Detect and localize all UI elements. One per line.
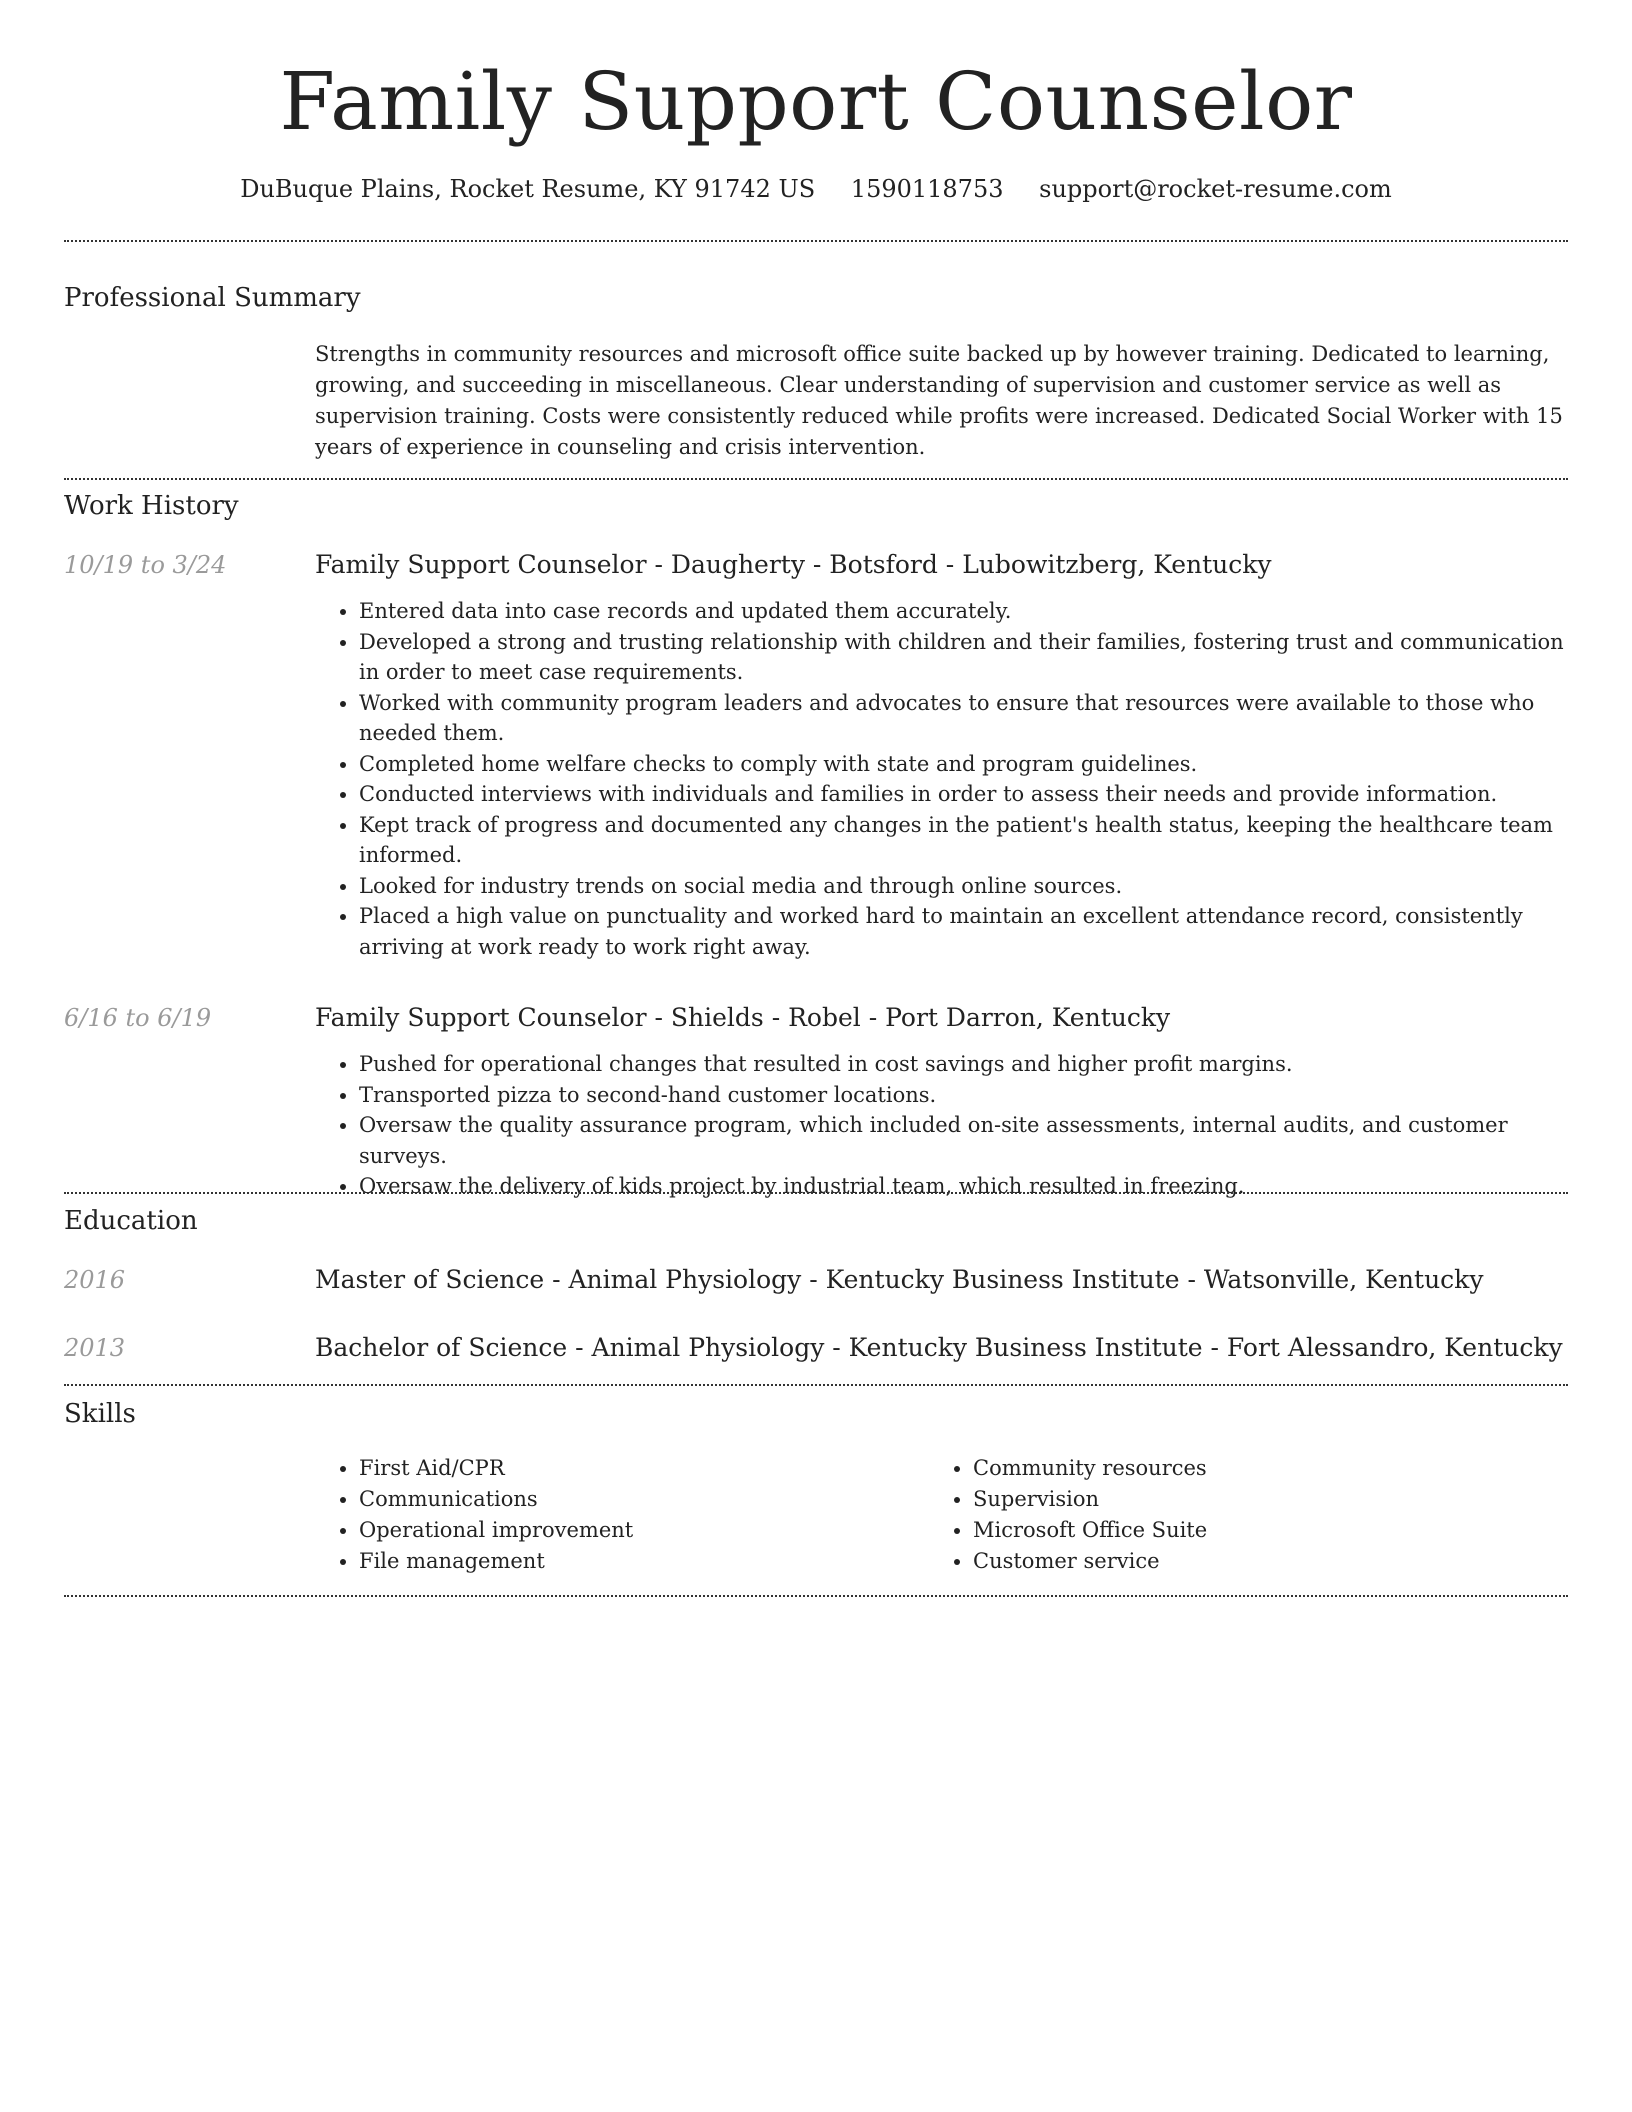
list-item: • Operational improvement xyxy=(359,1515,915,1546)
list-item: • Supervision xyxy=(973,1484,1529,1515)
education-entry xyxy=(315,1331,1568,1365)
education-degree: Bachelor of Science - Animal Physiology - Kentucky Business Institute - Fort Alessandro, Kentucky xyxy=(315,1333,1563,1362)
skills-section-title: Skills xyxy=(64,1399,136,1429)
summary-body xyxy=(315,339,1568,463)
list-item: • File management xyxy=(359,1546,915,1577)
list-item: • Communications xyxy=(359,1484,915,1515)
candidate-name: Family Support Counselor xyxy=(279,55,1353,148)
list-item: • Customer service xyxy=(973,1546,1529,1577)
skills-list xyxy=(315,1453,1568,1583)
summary-section-title: Professional Summary xyxy=(64,283,361,313)
list-item: • Entered data into case records and updated them accurately. xyxy=(359,596,1568,627)
list-item: • First Aid/CPR xyxy=(359,1453,915,1484)
contact-email: support@rocket-resume.com xyxy=(1039,175,1392,203)
education-year: 2013 xyxy=(64,1334,126,1362)
list-item: • Kept track of progress and documented any changes in the patient's health status, keeping the healthcare team informed. xyxy=(359,810,1568,871)
contact-address: DuBuque Plains, Rocket Resume, KY 91742 US xyxy=(240,175,816,203)
contact-line xyxy=(64,172,1568,206)
list-item: • Transported pizza to second-hand customer locations. xyxy=(359,1080,1568,1111)
list-item: • Oversaw the delivery of kids project by industrial team, which resulted in freezing. xyxy=(359,1171,1568,1202)
list-item: • Conducted interviews with individuals and families in order to assess their needs and provide information. xyxy=(359,779,1568,810)
skills-column-right xyxy=(929,1453,1529,1577)
job-heading: Family Support Counselor - Daugherty - Botsford - Lubowitzberg, Kentucky xyxy=(315,550,1272,579)
divider xyxy=(64,1192,1568,1194)
list-item: • Pushed for operational changes that resulted in cost savings and higher profit margins. xyxy=(359,1049,1568,1080)
contact-phone: 1590118753 xyxy=(850,175,1004,203)
list-item: • Completed home welfare checks to comply with state and program guidelines. xyxy=(359,749,1568,780)
work-section-title: Work History xyxy=(64,491,239,521)
divider xyxy=(64,1595,1568,1597)
job-entry xyxy=(315,1001,1568,1202)
list-item: • Oversaw the quality assurance program, which included on-site assessments, internal audits, and customer surveys. xyxy=(359,1110,1568,1171)
list-item: • Developed a strong and trusting relationship with children and their families, fostering trust and communication in order to meet case requirements. xyxy=(359,627,1568,688)
divider xyxy=(64,240,1568,242)
divider xyxy=(64,478,1568,480)
job-dates: 10/19 to 3/24 xyxy=(64,551,227,579)
job-dates: 6/16 to 6/19 xyxy=(64,1004,212,1032)
education-degree: Master of Science - Animal Physiology - Kentucky Business Institute - Watsonville, Kentucky xyxy=(315,1265,1484,1294)
divider xyxy=(64,1384,1568,1386)
job-entry xyxy=(315,548,1568,962)
list-item: • Looked for industry trends on social media and through online sources. xyxy=(359,871,1568,902)
education-year: 2016 xyxy=(64,1266,126,1294)
job-bullets xyxy=(315,1049,1568,1202)
job-bullets xyxy=(315,596,1568,962)
job-heading: Family Support Counselor - Shields - Robel - Port Darron, Kentucky xyxy=(315,1003,1171,1032)
education-section-title: Education xyxy=(64,1206,198,1236)
summary-text: Strengths in community resources and microsoft office suite backed up by however training. Dedicated to learning, growing, and succeeding in miscellaneous. Clear understanding of supervision and customer service as well as supervision training. Costs were consistently reduced while profits were increased. Dedicated Social Worker with 15 years of experience in counseling and crisis intervention. xyxy=(315,342,1563,459)
list-item: • Microsoft Office Suite xyxy=(973,1515,1529,1546)
education-entry xyxy=(315,1263,1568,1297)
skills-column-left xyxy=(315,1453,915,1577)
list-item: • Community resources xyxy=(973,1453,1529,1484)
list-item: • Worked with community program leaders and advocates to ensure that resources were available to those who needed them. xyxy=(359,688,1568,749)
list-item: • Placed a high value on punctuality and worked hard to maintain an excellent attendance record, consistently arriving at work ready to work right away. xyxy=(359,901,1568,962)
